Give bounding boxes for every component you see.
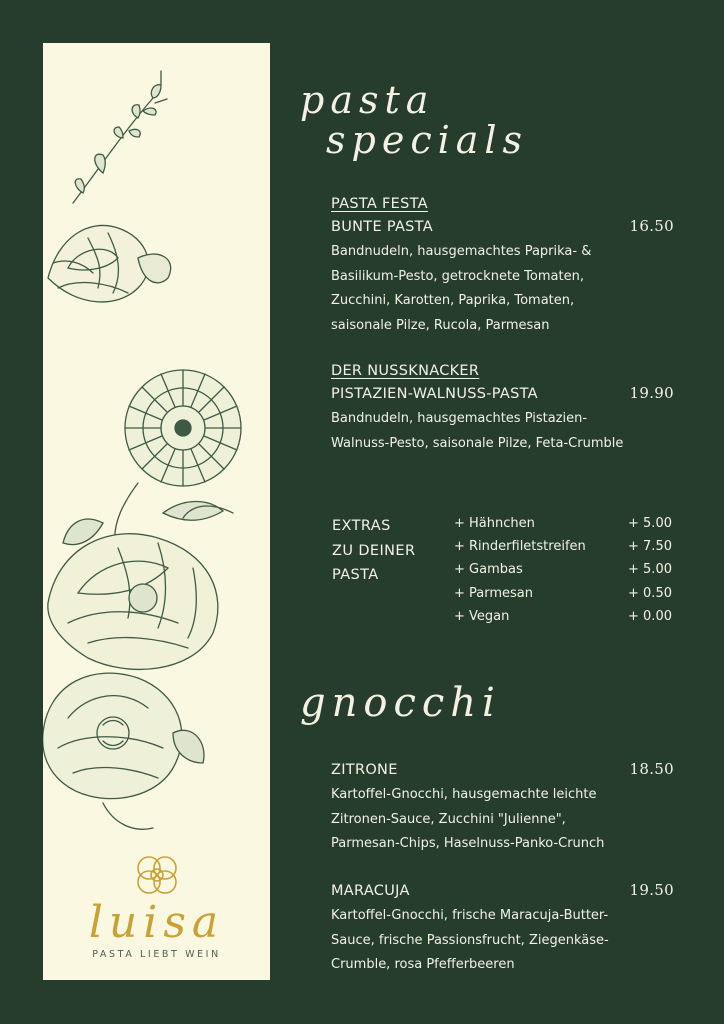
menu-item xyxy=(331,194,676,338)
extra-item: + Rinderfiletstreifen + 7.50 xyxy=(454,539,672,555)
extra-item: + Vegan + 0.00 xyxy=(454,608,672,624)
item-description: Kartoffel-Gnocchi, hausgemachte leichte Zitronen-Sauce, Zucchini "Julienne", Parmesan-Chips, Haselnuss-Panko-Crunch xyxy=(331,787,605,851)
item-price: 19.90 xyxy=(629,384,674,402)
extras-label: EXTRAS ZU DEINER PASTA xyxy=(332,518,416,583)
brand-logo xyxy=(43,853,270,960)
item-description: Bandnudeln, hausgemachtes Paprika- & Basilikum-Pesto, getrocknete Tomaten, Zucchini, Karotten, Paprika, Tomaten, saisonale Pilze, Rucola, Parmesan xyxy=(331,244,592,333)
heading-specials: specials xyxy=(326,118,529,162)
knot-logo-icon xyxy=(134,853,180,897)
item-name: MARACUJA xyxy=(331,883,410,899)
item-category: DER NUSSKNACKER xyxy=(331,363,480,379)
extra-item: + Hähnchen + 5.00 xyxy=(454,516,672,531)
brand-name: luisa xyxy=(88,897,225,948)
brand-tagline: PASTA LIEBT WEIN xyxy=(92,949,221,960)
menu-item xyxy=(331,758,676,857)
item-category: PASTA FESTA xyxy=(331,196,428,212)
item-description: Bandnudeln, hausgemachtes Pistazien-Walnuss-Pesto, saisonale Pilze, Feta-Crumble xyxy=(331,411,624,451)
item-name: BUNTE PASTA xyxy=(331,219,433,235)
illustration-panel xyxy=(43,43,270,980)
floral-illustration xyxy=(43,43,270,843)
extras-list xyxy=(454,512,672,628)
item-price: 18.50 xyxy=(629,760,674,778)
item-name: PISTAZIEN-WALNUSS-PASTA xyxy=(331,386,538,402)
menu-item xyxy=(331,361,676,456)
extra-item: + Gambas + 5.00 xyxy=(454,562,672,578)
heading-gnocchi: gnocchi xyxy=(300,680,501,726)
item-name: ZITRONE xyxy=(331,762,398,778)
menu-item xyxy=(331,879,676,978)
extra-item: + Parmesan + 0.50 xyxy=(454,585,672,601)
item-price: 19.50 xyxy=(629,881,674,899)
heading-pasta: pasta xyxy=(300,78,435,122)
item-description: Kartoffel-Gnocchi, frische Maracuja-Butter-Sauce, frische Passionsfrucht, Ziegenkäse-Crumble, rosa Pfefferbeeren xyxy=(331,908,609,972)
item-price: 16.50 xyxy=(629,217,674,235)
